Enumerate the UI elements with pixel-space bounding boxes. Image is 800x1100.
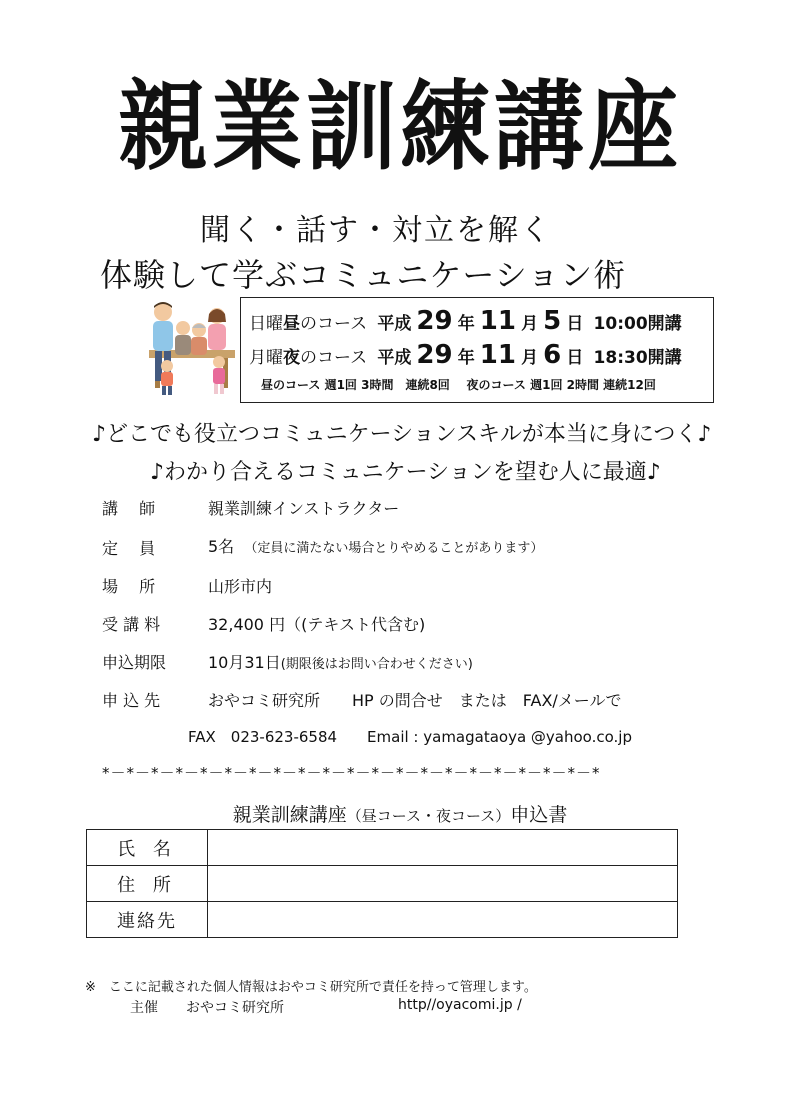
form-title: 親業訓練講座（昼コース・夜コース）申込書: [232, 804, 568, 826]
address-field[interactable]: [208, 866, 678, 902]
contact-line: FAX 023-623-6584 Email : yamagataoya @yahoo.co.jp: [188, 728, 632, 746]
tagline-1: ♪どこでも役立つコミュニケーションスキルが本当に身につく♪: [92, 422, 712, 447]
family-illustration: [145, 298, 240, 398]
page-title: 親業訓練講座: [118, 70, 682, 185]
application-form: [86, 829, 678, 938]
tagline-2: ♪わかり合えるコミュニケーションを望む人に最適♪: [150, 460, 661, 485]
info-value-deadline: 10月31日(期限後はお問い合わせください): [208, 653, 473, 672]
info-value-instructor: 親業訓練インストラクター: [208, 499, 400, 518]
form-row-address: [87, 866, 678, 902]
course-row-night: 月曜夜のコース 平成 29 年 11 月 6 日 18:30開講: [249, 340, 682, 370]
info-value-fee: 32,400 円（(テキスト代含む): [208, 615, 426, 634]
website-link[interactable]: http//oyacomi.jp /: [398, 997, 522, 1013]
form-row-contact: [87, 902, 678, 938]
info-value-capacity: 5名 （定員に満たない場合とりやめることがあります）: [208, 537, 544, 556]
info-label-capacity: 定 員: [102, 539, 156, 558]
course-schedule-box: [240, 297, 714, 403]
info-label-deadline: 申込期限: [102, 653, 167, 672]
form-row-name: [87, 830, 678, 866]
form-label-contact: 連絡先: [87, 902, 208, 938]
form-label-address: 住 所: [87, 866, 208, 902]
contact-field[interactable]: [208, 902, 678, 938]
form-label-name: 氏 名: [87, 830, 208, 866]
section-divider: *－*－*－*－*－*－*－*－*－*－*－*－*－*－*－*－*－*－*－*－*: [102, 764, 601, 782]
info-label-instructor: 講 師: [102, 499, 156, 518]
info-value-apply-to: おやコミ研究所 HP の問合せ または FAX/メールで: [208, 691, 622, 710]
subtitle-2: 体験して学ぶコミュニケーション術: [100, 256, 627, 294]
info-label-apply-to: 申 込 先: [102, 691, 161, 710]
info-value-location: 山形市内: [208, 577, 273, 596]
organizer: 主催 おやコミ研究所: [130, 1000, 284, 1016]
course-frequency-note: 昼のコース 週1回 3時間 連続8回 夜のコース 週1回 2時間 連続12回: [261, 378, 656, 392]
info-label-fee: 受 講 料: [102, 615, 161, 634]
info-label-location: 場 所: [102, 577, 156, 596]
privacy-footnote: ※ ここに記載された個人情報はおやコミ研究所で責任を持って管理します。: [85, 980, 537, 995]
course-row-day: 日曜昼のコース 平成 29 年 11 月 5 日 10:00開講: [249, 306, 682, 336]
subtitle-1: 聞く・話す・対立を解く: [200, 213, 552, 248]
name-field[interactable]: [208, 830, 678, 866]
